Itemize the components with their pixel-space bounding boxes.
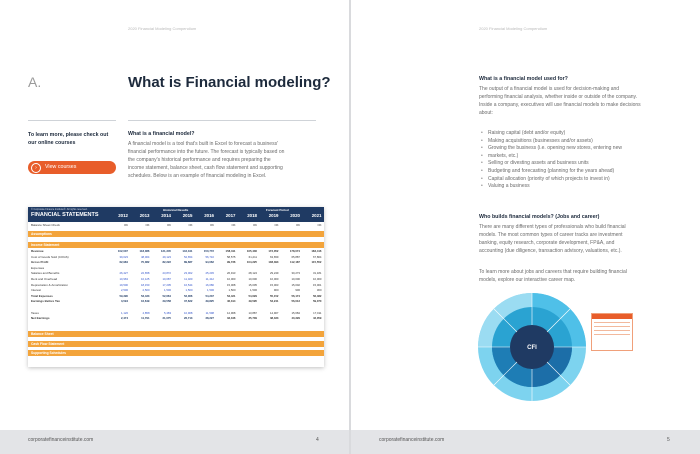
section-band-label: Income Statement <box>31 243 60 247</box>
table-cell: 10,908 <box>183 310 193 315</box>
table-cell: 61,211 <box>248 254 257 259</box>
table-cell: 28,124 <box>248 271 257 276</box>
table-cell: 28,227 <box>205 316 214 321</box>
table-cell: 11,412 <box>205 277 214 281</box>
table-cell: 22,658 <box>140 271 150 276</box>
table-cell: 46,314 <box>226 299 236 304</box>
table-cell: 112,187 <box>290 260 300 265</box>
historical-group-label: Historical Results <box>163 208 189 212</box>
subhead-financial-model: What is a financial model? <box>128 131 195 137</box>
list-item: • Valuing a business <box>479 183 679 191</box>
table-cell: 15,003 <box>269 282 279 287</box>
table-cell: 59,070 <box>312 299 322 304</box>
table-cell: 42,059 <box>312 316 322 321</box>
header-caption: 2020 Financial Modeling Compendium <box>128 26 197 31</box>
table-cell: 1,500 <box>185 288 193 293</box>
section-band-label: Cash Flow Statement <box>31 342 65 346</box>
table-cell: 39,825 <box>205 299 214 304</box>
table-cell: 10,125 <box>140 277 150 281</box>
table-cell: 118,086 <box>139 249 150 253</box>
table-row-label: Cost of Goods Sold (COGS) <box>31 254 69 259</box>
usage-paragraph: The output of a financial model is used for decision-making and performing financial analysis, whether inside or outside of the company. Inside a company, executives will use financial models to make decisions about: <box>479 86 641 116</box>
table-cell: 11,791 <box>141 316 150 321</box>
table-cell: 25,245 <box>205 271 214 276</box>
table-cell: 37,622 <box>183 299 193 304</box>
section-band[interactable] <box>28 331 324 337</box>
table-cell: 26,913 <box>226 271 236 276</box>
table-cell: 17,011 <box>313 310 322 315</box>
check-cell: OK <box>231 223 236 227</box>
year-header: 2017 <box>225 213 236 218</box>
divider <box>28 120 116 121</box>
table-cell: 65,887 <box>291 254 300 259</box>
page-number: 5 <box>667 437 670 443</box>
table-row-label: Salaries and Benefits <box>31 271 60 276</box>
table-row-label: Interest <box>31 288 42 293</box>
table-cell: 10,000 <box>269 277 279 281</box>
check-cell: OK <box>188 223 193 227</box>
table-cell: 54,629 <box>248 293 257 298</box>
table-cell: 10,000 <box>312 277 322 281</box>
financial-statements-spreadsheet <box>28 207 324 367</box>
table-cell: 10,000 <box>248 277 257 281</box>
table-cell: 53,433 <box>140 293 150 298</box>
table-cell: 52,664 <box>162 293 171 298</box>
career-map-callout <box>591 313 633 351</box>
table-cell: 102,007 <box>117 249 128 253</box>
left-footer <box>0 430 349 454</box>
table-cell: 172,052 <box>268 249 279 253</box>
table-cell: 10,087 <box>162 277 171 281</box>
check-cell: OK <box>274 223 279 227</box>
year-header: 2020 <box>290 213 300 218</box>
table-cell: 1,500 <box>228 288 236 293</box>
table-cell: 52,066 <box>183 293 193 298</box>
usage-list <box>479 130 679 191</box>
table-cell: 1,500 <box>164 288 171 293</box>
check-row-label: Balance Sheet Check <box>31 223 60 227</box>
table-cell: 19,500 <box>119 282 128 287</box>
table-cell: 39,023 <box>119 254 128 259</box>
table-cell: 30,273 <box>291 271 300 276</box>
left-page <box>0 0 349 443</box>
table-cell: 40,329 <box>291 316 300 321</box>
table-row-label: Depreciation & Amortization <box>31 282 69 287</box>
table-cell: 63,659 <box>269 254 279 259</box>
table-cell: 178,074 <box>289 249 300 253</box>
section-band[interactable] <box>28 242 324 248</box>
table-cell: 52,654 <box>183 254 193 259</box>
heading-who-builds: Who builds financial models? (Jobs and career) <box>479 214 600 220</box>
table-cell: 38,333 <box>269 316 279 321</box>
table-cell: 3,594 <box>121 299 128 304</box>
footer-url: corporatefinanceinstitute.com <box>379 437 445 443</box>
table-cell: 150,772 <box>203 249 214 253</box>
year-header: 2014 <box>161 213 171 218</box>
year-header: 2021 <box>311 213 322 218</box>
table-cell: 21,075 <box>162 316 171 321</box>
table-cell: 56,710 <box>205 254 214 259</box>
table-cell: 115,552 <box>311 260 322 265</box>
section-band-label: Balance Sheet <box>31 332 54 336</box>
table-cell: 2,474 <box>121 316 128 321</box>
table-cell: 104,225 <box>246 260 257 265</box>
arrow-right-icon: › <box>31 163 41 173</box>
check-cell: OK <box>209 223 214 227</box>
heading-model-used-for: What is a financial model used for? <box>479 76 568 82</box>
check-cell: OK <box>145 223 150 227</box>
spreadsheet-title: FINANCIAL STATEMENTS <box>31 212 99 218</box>
table-cell: 56,013 <box>291 299 300 304</box>
table-cell: 142,341 <box>182 249 193 253</box>
table-cell: 58,575 <box>226 254 236 259</box>
table-cell: 1,120 <box>121 310 128 315</box>
table-cell: 158,311 <box>225 249 236 253</box>
right-footer <box>351 430 700 454</box>
table-cell: 89,687 <box>183 260 193 265</box>
table-cell: 2,500 <box>121 288 128 293</box>
list-item: • Making acquisitions (businesses and/or assets) <box>479 138 679 146</box>
table-cell: 1,500 <box>207 288 214 293</box>
year-header: 2015 <box>182 213 193 218</box>
table-cell: 16,544 <box>183 282 193 287</box>
table-cell: 17,205 <box>162 282 171 287</box>
table-cell: 23,872 <box>162 271 171 276</box>
check-cell: OK <box>317 223 322 227</box>
table-cell: 54,237 <box>205 293 214 298</box>
table-row-label: Taxes <box>31 310 39 315</box>
year-header: 2013 <box>139 213 150 218</box>
table-cell: 2,500 <box>142 288 150 293</box>
table-cell: 18,150 <box>140 282 150 287</box>
table-cell: 49,595 <box>248 299 257 304</box>
table-cell: 165,436 <box>246 249 257 253</box>
callout-header <box>592 314 632 319</box>
table-cell: 53,421 <box>226 293 236 298</box>
page-title: What is Financial modeling? <box>128 74 331 91</box>
forecast-group-label: Forecast Period <box>266 208 289 212</box>
list-item: • markets, etc.) <box>479 153 679 161</box>
table-cell: 5,483 <box>164 310 171 315</box>
year-header: 2019 <box>268 213 279 218</box>
check-cell: OK <box>123 223 128 227</box>
table-cell: 49,123 <box>162 254 171 259</box>
list-item: • Raising capital (debt and/or equity) <box>479 130 679 138</box>
section-band[interactable] <box>28 341 324 347</box>
section-band[interactable] <box>28 231 324 237</box>
table-cell: 56,174 <box>291 293 300 298</box>
table-cell: 23,002 <box>183 271 193 276</box>
table-cell: 131,345 <box>160 249 171 253</box>
year-header: 2012 <box>118 213 128 218</box>
table-cell: 15,008 <box>226 282 236 287</box>
footer-url: corporatefinanceinstitute.com <box>28 437 94 443</box>
table-cell: 15,684 <box>291 310 300 315</box>
table-row-label: Revenue <box>31 249 44 253</box>
intro-paragraph: A financial model is a tool that's built in Excel to forecast a business' financial performance into the future. The forecast is typically based on the company's historical performance and requires preparing the income statement, balance sheet, cash flow statement and supporting schedules. Below is an example of financial modeling in Excel. <box>128 141 285 179</box>
table-row-label: Rent and Overhead <box>31 277 58 281</box>
table-cell: 4,858 <box>142 310 150 315</box>
section-band-label: Supporting Schedules <box>31 351 66 355</box>
table-cell: 10,000 <box>226 277 236 281</box>
check-cell: OK <box>295 223 300 227</box>
table-cell: 108,393 <box>268 260 279 265</box>
table-cell: 99,736 <box>226 260 236 265</box>
table-cell: 59,390 <box>119 293 128 298</box>
table-cell: 900 <box>273 288 279 293</box>
table-cell: 62,984 <box>119 260 128 265</box>
career-map-paragraph: To learn more about jobs and careers that require building financial models, explore our interactive career map. <box>479 269 627 283</box>
table-cell: 26,713 <box>183 316 193 321</box>
table-cell: 29,249 <box>269 271 279 276</box>
view-courses-label: View courses <box>45 164 77 170</box>
table-cell: 15,002 <box>291 282 300 287</box>
table-cell: 14,907 <box>269 310 279 315</box>
table-cell: 11,020 <box>184 277 193 281</box>
list-item: • Capital allocation (priority of which projects to invest in) <box>479 176 679 184</box>
table-cell: 82,222 <box>162 260 171 265</box>
table-cell: 900 <box>295 288 300 293</box>
table-cell: 300 <box>316 288 322 293</box>
career-map-wheel[interactable] <box>477 292 587 402</box>
table-cell: 56,482 <box>312 293 322 298</box>
table-cell: 33,346 <box>226 316 236 321</box>
table-cell: 16,080 <box>205 282 214 287</box>
check-cell: OK <box>252 223 257 227</box>
section-band-label: Assumptions <box>31 232 52 236</box>
year-header: 2016 <box>204 213 214 218</box>
divider <box>128 120 316 121</box>
table-cell: 10,000 <box>291 277 300 281</box>
table-cell: 1,500 <box>250 288 257 293</box>
wheel-center-label: CFI <box>527 345 537 351</box>
table-cell: 55,152 <box>269 293 279 298</box>
table-cell: 31,181 <box>312 271 322 276</box>
list-item: • Budgeting and forecasting (planning for the years ahead) <box>479 168 679 176</box>
table-row-label: Expenses <box>31 265 45 270</box>
table-cell: 11,598 <box>205 310 214 315</box>
view-courses-button[interactable] <box>28 161 116 174</box>
table-row-label: Net Earnings <box>31 316 50 321</box>
section-band[interactable] <box>28 350 324 356</box>
table-cell: 13,887 <box>248 310 257 315</box>
table-cell: 10,963 <box>119 277 128 281</box>
table-cell: 53,241 <box>269 299 279 304</box>
list-item: • Selling or divesting assets and business units <box>479 160 679 168</box>
table-cell: 29,558 <box>162 299 171 304</box>
header-caption: 2020 Financial Modeling Compendium <box>479 26 548 31</box>
table-cell: 16,649 <box>140 299 150 304</box>
table-cell: 48,004 <box>140 254 150 259</box>
table-cell: 15,005 <box>248 282 257 287</box>
table-cell: 67,864 <box>312 254 322 259</box>
table-row-label: Gross Profit <box>31 260 49 265</box>
table-cell: 35,709 <box>248 316 257 321</box>
table-cell: 70,082 <box>140 260 150 265</box>
table-cell: 15,001 <box>312 282 322 287</box>
year-header: 2018 <box>247 213 257 218</box>
table-cell: 94,062 <box>205 260 214 265</box>
careers-paragraph: There are many different types of professionals who build financial models. The most common types of career tracks are investment banking, equity research, corporate development, FP&A, and accounting (due diligence, transaction advisory, valuations, etc.). <box>479 224 626 254</box>
sidebar-cta: To learn more, please check out our online courses <box>28 132 109 146</box>
section-letter: A. <box>28 74 42 90</box>
table-cell: 26,427 <box>119 271 128 276</box>
copyright-caption: © Corporate Finance Institute®. All rights reserved. <box>31 208 88 211</box>
table-cell: 183,416 <box>311 249 322 253</box>
page-number: 4 <box>316 437 319 443</box>
check-cell: OK <box>166 223 171 227</box>
table-cell: 12,968 <box>226 310 236 315</box>
table-row-label: Earnings Before Tax <box>31 299 60 304</box>
list-item: • Growing the business (i.e. opening new stores, entering new <box>479 145 679 153</box>
table-row-label: Total Expenses <box>31 293 53 298</box>
